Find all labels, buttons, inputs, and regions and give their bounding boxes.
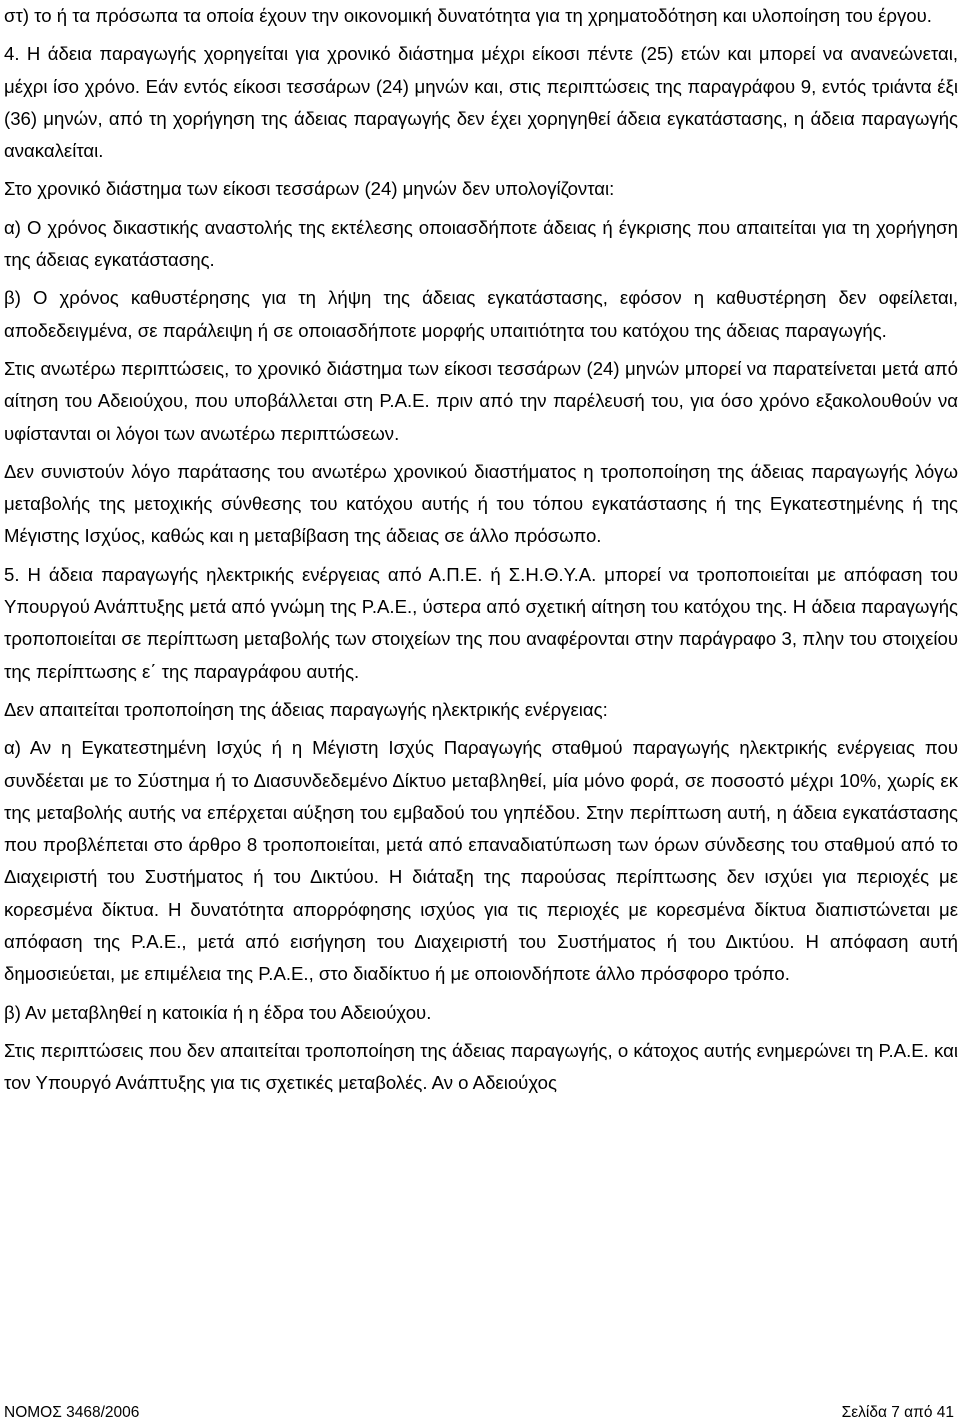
paragraph-notification: Στις περιπτώσεις που δεν απαιτείται τροποποίηση της άδειας παραγωγής, ο κάτοχος αυτής ενημερώνει τη Ρ.Α.Ε. και τον Υπουργό Ανάπτυξης για τις σχετικές μεταβολές. Αν ο Αδειούχος xyxy=(4,1039,958,1094)
paragraph-modification-item-a: α) Αν η Εγκατεστημένη Ισχύς ή η Μέγιστη Ισχύς Παραγωγής σταθμού παραγωγής ηλεκτρικής ενέργειας που συνδέεται με το Σύστημα ή το Διασυνδεδεμένο Δίκτυο μεταβληθεί, μία μόνο φορά, σε ποσοστό μέχρι 10%, χωρίς εκ της μεταβολής αυτής να επέρχεται αύξηση του εμβαδού του γηπέδου. Στην περίπτωση αυτή, η άδεια εγκατάστασης που προβλέπεται στο άρθρο 8 τροποποιείται, μετά από επαναδιατύπωση των όρων σύνδεσης του σταθμού από το Διαχειριστή του Συστήματος ή του Δικτύου. Η διάταξη της παρούσας περίπτωσης δεν ισχύει για περιοχές με κορεσμένα δίκτυα. Η δυνατότητα απορρόφησης ισχύος για τις περιοχές με κορεσμένα δίκτυα διαπιστώνεται με απόφαση της Ρ.Α.Ε., μετά από εισήγηση του Διαχειριστή του Συστήματος ή του Δικτύου. Η απόφαση αυτή δημοσιεύεται, με επιμέλεια της Ρ.Α.Ε., στο διαδίκτυο ή με οποιονδήποτε άλλο πρόσφορο τρόπο. xyxy=(4,737,958,985)
paragraph-4: 4. Η άδεια παραγωγής χορηγείται για χρονικό διάστημα μέχρι είκοσι πέντε (25) ετών και μπορεί να ανανεώνεται, μέχρι ίσο χρόνο. Εάν εντός είκοσι τεσσάρων (24) μηνών και, στις περιπτώσεις της παραγράφου 9, εντός τριάντα έξι (36) μηνών, από τη χορήγηση της άδειας παραγωγής δεν έχει χορηγηθεί άδεια εγκατάστασης, η άδεια παραγωγής ανακαλείται. xyxy=(4,43,958,162)
footer-page-number: Σελίδα 7 από 41 xyxy=(841,1404,954,1421)
paragraph-item-a: α) Ο χρόνος δικαστικής αναστολής της εκτέλεσης οποιασδήποτε άδειας ή έγκρισης που απαιτείται για τη χορήγηση της άδειας εγκατάστασης. xyxy=(4,216,958,271)
paragraph-no-extension: Δεν συνιστούν λόγο παράτασης του ανωτέρω χρονικού διαστήματος η τροποποίηση της άδειας παραγωγής λόγω μεταβολής της μετοχικής σύνθεσης του κατόχου αυτής ή του τόπου εγκατάστασης ή της Εγκατεστημένης ή της Μέγιστης Ισχύος, καθώς και η μεταβίβαση της άδειας σε άλλο πρόσωπο. xyxy=(4,460,958,547)
document-body xyxy=(4,0,958,1106)
paragraph-exclusions-intro: Στο χρονικό διάστημα των είκοσι τεσσάρων (24) μηνών δεν υπολογίζονται: xyxy=(4,178,615,200)
paragraph-extension: Στις ανωτέρω περιπτώσεις, το χρονικό διάστημα των είκοσι τεσσάρων (24) μηνών μπορεί να παρατείνεται μετά από αίτηση του Αδειούχου, που υποβάλλεται στη Ρ.Α.Ε. πριν από την παρέλευσή του, για όσο χρόνο εξακολουθούν να υφίστανται οι λόγοι των ανωτέρω περιπτώσεων. xyxy=(4,357,958,444)
paragraph-5: 5. Η άδεια παραγωγής ηλεκτρικής ενέργειας από Α.Π.Ε. ή Σ.Η.Θ.Υ.Α. μπορεί να τροποποιείται με απόφαση του Υπουργού Ανάπτυξης μετά από γνώμη της Ρ.Α.Ε., ύστερα από σχετική αίτηση του κατόχου της. Η άδεια παραγωγής τροποποιείται σε περίπτωση μεταβολής των στοιχείων της που αναφέρονται στην παράγραφο 3, πλην του στοιχείου της περίπτωσης ε΄ της παραγράφου αυτής. xyxy=(4,563,958,682)
footer-law-number: ΝΟΜΟΣ 3468/2006 xyxy=(4,1404,140,1421)
page-footer xyxy=(4,1403,954,1425)
paragraph-item-st: στ) το ή τα πρόσωπα τα οποία έχουν την οικονομική δυνατότητα για τη χρηματοδότηση και υλοποίηση του έργου. xyxy=(4,5,932,26)
paragraph-item-b: β) Ο χρόνος καθυστέρησης για τη λήψη της άδειας εγκατάστασης, εφόσον η καθυστέρηση δεν οφείλεται, αποδεδειγμένα, σε παράλειψη ή σε οποιασδήποτε μορφής υπαιτιότητα του κατόχου της άδειας παραγωγής. xyxy=(4,287,958,341)
paragraph-no-modification-intro: Δεν απαιτείται τροποποίηση της άδειας παραγωγής ηλεκτρικής ενέργειας: xyxy=(4,698,608,720)
paragraph-modification-item-b: β) Αν μεταβληθεί η κατοικία ή η έδρα του Αδειούχου. xyxy=(4,1001,432,1023)
